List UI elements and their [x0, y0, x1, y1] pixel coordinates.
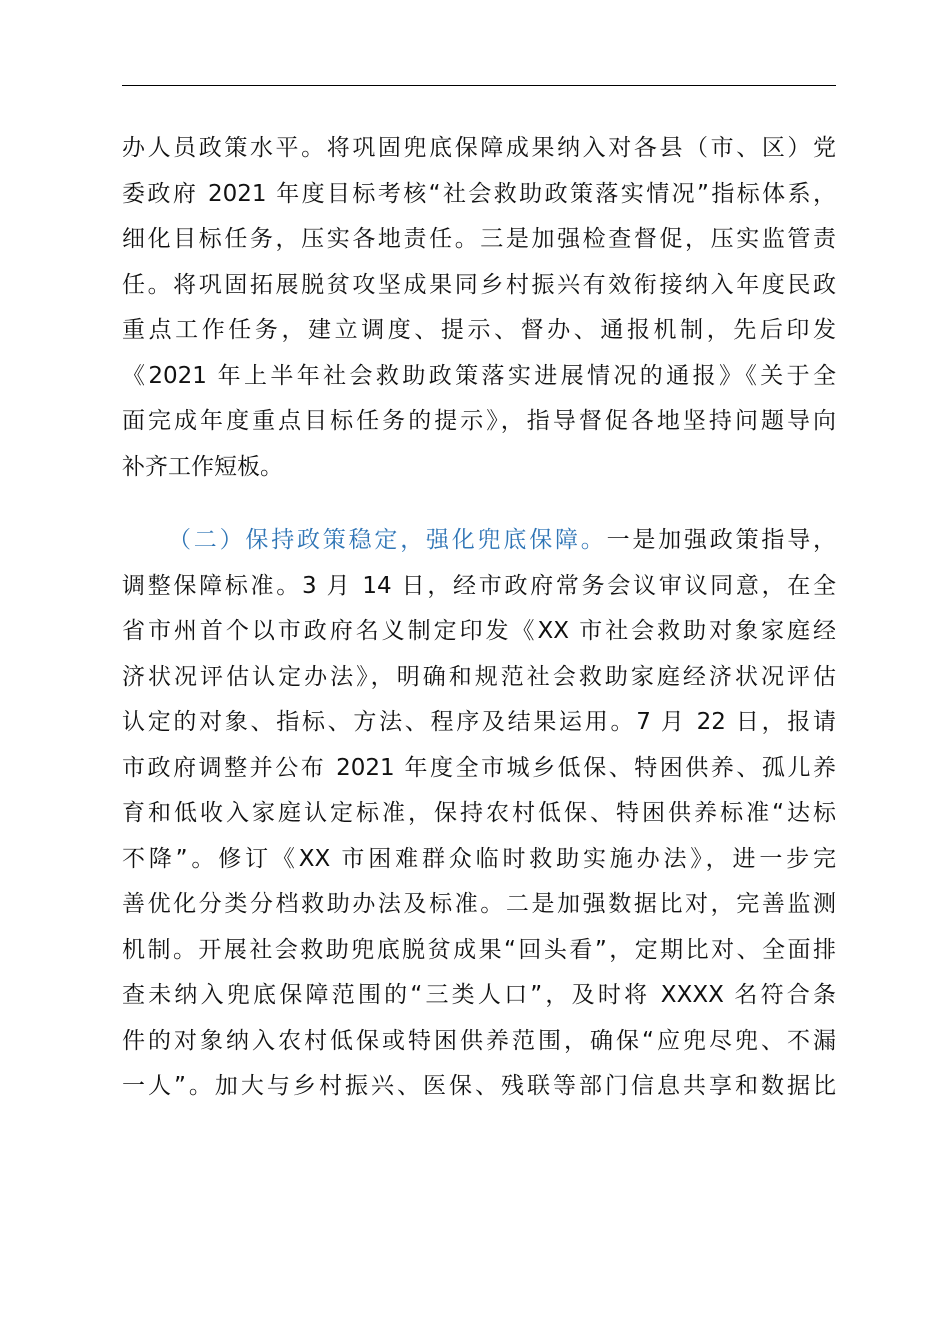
text-line: 补齐工作短板。 [122, 453, 283, 480]
text-line: 细化目标任务，压实各地责任。三是加强检查督促，压实监管责 [122, 226, 836, 252]
text-line: 一人”。加大与乡村振兴、医保、残联等部门信息共享和数据比 [122, 1073, 836, 1099]
text-line: 委政府 2021 年度目标考核“社会救助政策落实情况”指标体系， [122, 180, 836, 207]
paragraph-gap [122, 490, 836, 518]
text-run: 一是加强政策指导， [606, 527, 837, 553]
text-line: 面完成年度重点目标任务的提示》，指导督促各地坚持问题导向 [122, 408, 836, 434]
paragraph-1 [122, 126, 836, 490]
text-line: 重点工作任务，建立调度、提示、督办、通报机制，先后印发 [122, 317, 836, 343]
text-line: 查未纳入兜底保障范围的“三类人口”，及时将 XXXX 名符合条 [122, 982, 836, 1008]
text-line: 认定的对象、指标、方法、程序及结果运用。7 月 22 日，报请 [122, 709, 836, 735]
text-line: 《2021 年上半年社会救助政策落实进展情况的通报》《关于全 [122, 362, 836, 389]
text-line: 不降”。修订《XX 市困难群众临时救助实施办法》，进一步完 [122, 845, 836, 872]
section-heading: （二）保持政策稳定，强化兜底保障。 [168, 527, 607, 553]
text-line: 办人员政策水平。将巩固兜底保障成果纳入对各县（市、区）党 [122, 135, 836, 161]
text-line: 善优化分类分档救助办法及标准。二是加强数据比对，完善监测 [122, 891, 836, 917]
text-line: 任。将巩固拓展脱贫攻坚成果同乡村振兴有效衔接纳入年度民政 [122, 271, 836, 298]
text-line: 省市州首个以市政府名义制定印发《XX 市社会救助对象家庭经 [122, 618, 836, 644]
text-line: 育和低收入家庭认定标准，保持农村低保、特困供养标准“达标 [122, 800, 836, 826]
text-line: 件的对象纳入农村低保或特困供养范围，确保“应兜尽兜、不漏 [122, 1027, 836, 1054]
text-line: 市政府调整并公布 2021 年度全市城乡低保、特困供养、孤儿养 [122, 754, 836, 781]
paragraph-2 [122, 518, 836, 1110]
text-line: 机制。开展社会救助兜底脱贫成果“回头看”，定期比对、全面排 [122, 936, 836, 963]
header-rule [122, 85, 836, 86]
text-line: 济状况评估认定办法》，明确和规范社会救助家庭经济状况评估 [122, 663, 836, 690]
text-line [122, 518, 836, 564]
body-text [122, 126, 836, 1110]
text-line: 调整保障标准。3 月 14 日，经市政府常务会议审议同意，在全 [122, 572, 836, 599]
